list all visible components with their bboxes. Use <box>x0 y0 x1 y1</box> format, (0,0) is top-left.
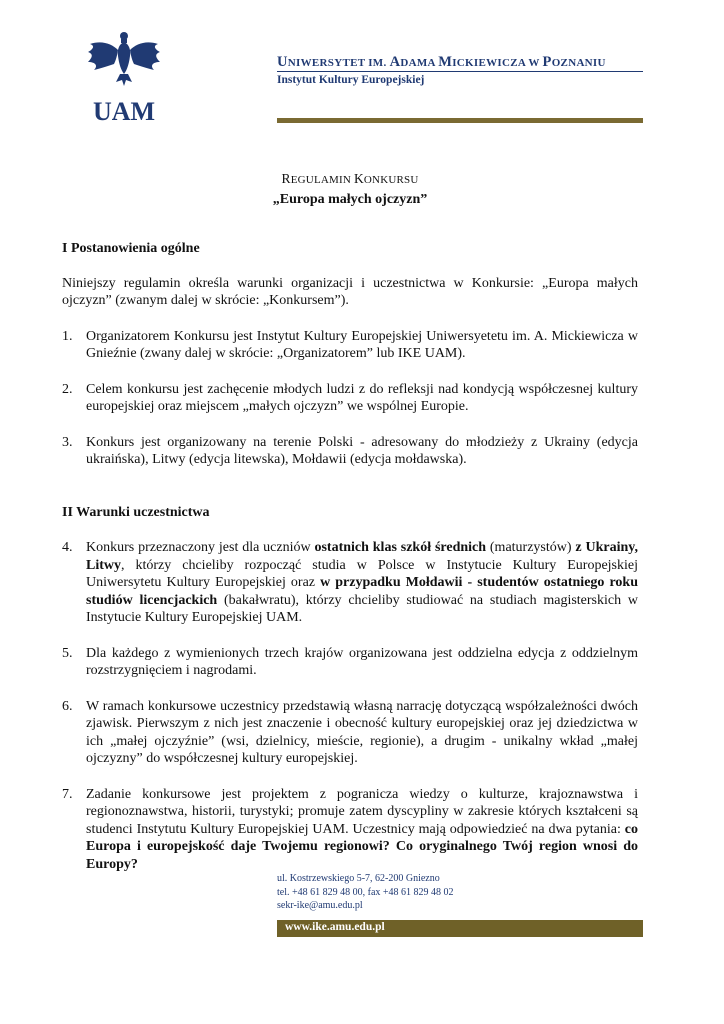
list-item: 1. Organizatorem Konkursu jest Instytut Kultury Europejskiej Uniwersyetetu im. A. Mickiewicza w Gnieźnie (zwany dalej w skrócie: „Organizatorem” lub IKE UAM). <box>62 328 638 361</box>
list-item: 7. Zadanie konkursowe jest projektem z pogranicza wiedzy o kulturze, krajoznawstwa i regionoznawstwa, historii, turystyki; promuje zatem dyscypliny w zakresie których kształceni są studenci Instytutu Kultury Europejskiej UAM. Uczestnicy mają odpowiedzieć na dwa pytania: co Europa i europejskość daje Twojemu regionowi? Co oryginalnego Twój region wnosi do Europy? <box>62 786 638 872</box>
document-body <box>62 170 638 873</box>
eagle-emblem-icon <box>84 30 164 124</box>
list-item: 3. Konkurs jest organizowany na terenie Polski - adresowany do młodzieży z Ukrainy (edycja ukraińska), Litwy (edycja litewska), Mołdawii (edycja mołdawska). <box>62 434 638 467</box>
footer-address <box>277 872 454 913</box>
header-divider <box>277 71 643 72</box>
list-item: 6. W ramach konkursowe uczestnicy przedstawią własną narrację dotyczącą współzależności dwóch zjawisk. Pierwszym z nich jest znaczenie i obecność kultury europejskiej oraz jej dziedzictwa w ich „małej ojczyźnie” (wsi, dzielnicy, mieście, regionie), a drugim - unikalny wkład „małej ojczyzny” do współczesnej kultury europejskiej. <box>62 698 638 766</box>
document-label: REGULAMIN KONKURSU <box>281 171 419 186</box>
intro-paragraph: Niniejszy regulamin określa warunki organizacji i uczestnictwa w Konkursie: „Europa małych ojczyzn” (zwanym dalej w skrócie: „Konkursem”). <box>62 275 638 308</box>
list-item: 5. Dla każdego z wymienionych trzech krajów organizowana jest oddzielna edycja z oddzielnym rozstrzygnięciem i nagrodami. <box>62 645 638 678</box>
list-item: 4. Konkurs przeznaczony jest dla uczniów ostatnich klas szkół średnich (maturzystów) z Ukrainy, Litwy, którzy chcieliby rozpocząć studia w Polsce w Instytucie Kultury Europejskiej Uniwersytetu Kultury Europejskiej oraz w przypadku Mołdawii - studentów ostatniego roku studiów licencjackich (bakałwratu), którzy chcieliby studiować na studiach magisterskich w Instytucie Kultury Europejskiej UAM. <box>62 540 639 625</box>
uam-logo <box>84 30 164 124</box>
university-name: UNIWERSYTET IM. ADAMA MICKIEWICZA W POZNANIU <box>277 54 606 70</box>
website-link[interactable]: www.ike.amu.edu.pl <box>285 921 385 933</box>
institute-name: Instytut Kultury Europejskiej <box>277 74 425 86</box>
header-bar <box>277 118 643 123</box>
address-line: ul. Kostrzewskiego 5-7, 62-200 Gniezno <box>277 873 440 884</box>
section-heading: II Warunki uczestnictwa <box>62 504 210 520</box>
logo-text: UAM <box>92 97 156 124</box>
section-heading: I Postanowienia ogólne <box>62 241 200 256</box>
list-item: 2. Celem konkursu jest zachęcenie młodych ludzi z do refleksji nad kondycją współczesnej kultury europejskiej oraz miejscem „małych ojczyzn” we wspólnej Europie. <box>62 381 638 414</box>
phone-line: tel. +48 61 829 48 00, fax +48 61 829 48 02 <box>277 886 454 898</box>
document-title: „Europa małych ojczyzn” <box>272 191 428 207</box>
email-line[interactable]: sekr-ike@amu.edu.pl <box>277 900 363 911</box>
footer-website-bar <box>277 920 643 937</box>
